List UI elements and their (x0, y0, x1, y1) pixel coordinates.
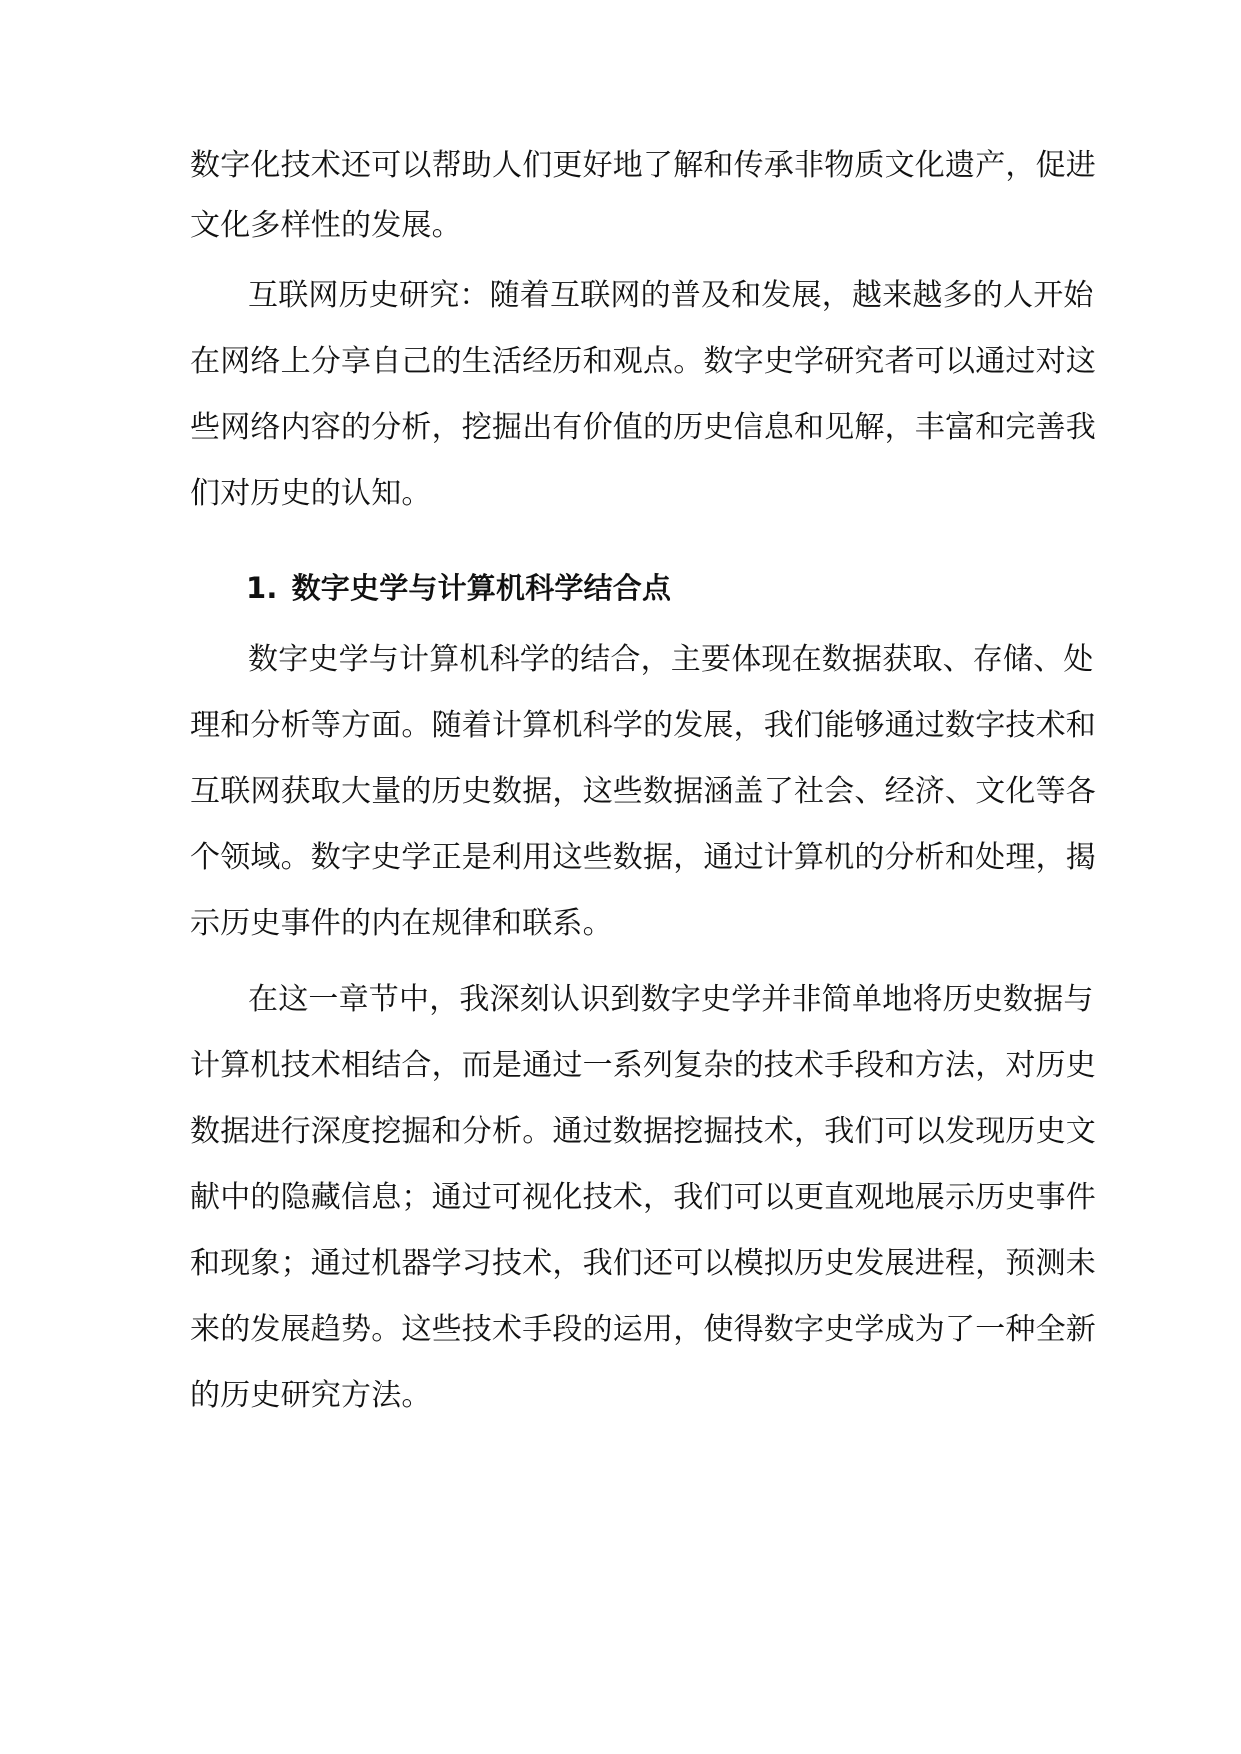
section-heading (246, 568, 1126, 608)
paragraph-3-line-5: 示历史事件的内在规律和联系。 (190, 906, 613, 941)
paragraph-1-line-2: 文化多样性的发展。 (190, 208, 462, 243)
paragraph-3-line-1: 数字史学与计算机科学的结合，主要体现在数据获取、存储、处 (248, 642, 1094, 677)
paragraph-4-line-7: 的历史研究方法。 (190, 1378, 432, 1413)
paragraph-4-line-1: 在这一章节中，我深刻认识到数字史学并非简单地将历史数据与 (248, 982, 1094, 1017)
paragraph-2-line-2: 在网络上分享自己的生活经历和观点。数字史学研究者可以通过对这 (190, 344, 1096, 379)
paragraph-4-line-3: 数据进行深度挖掘和分析。通过数据挖掘技术，我们可以发现历史文 (190, 1114, 1096, 1149)
paragraph-4-line-5: 和现象；通过机器学习技术，我们还可以模拟历史发展进程，预测未 (190, 1246, 1096, 1281)
section-heading-title: 数字史学与计算机科学结合点 (291, 571, 672, 605)
paragraph-2-line-1: 互联网历史研究：随着互联网的普及和发展，越来越多的人开始 (248, 278, 1094, 313)
paragraph-2-line-3: 些网络内容的分析，挖掘出有价值的历史信息和见解，丰富和完善我 (190, 410, 1096, 445)
paragraph-3-line-2: 理和分析等方面。随着计算机科学的发展，我们能够通过数字技术和 (190, 708, 1096, 743)
paragraph-2-line-4: 们对历史的认知。 (190, 476, 432, 511)
section-heading-number: 1. (246, 571, 278, 605)
paragraph-1-line-1: 数字化技术还可以帮助人们更好地了解和传承非物质文化遗产，促进 (190, 148, 1096, 183)
paragraph-4-line-2: 计算机技术相结合，而是通过一系列复杂的技术手段和方法，对历史 (190, 1048, 1096, 1083)
paragraph-3-line-3: 互联网获取大量的历史数据，这些数据涵盖了社会、经济、文化等各 (190, 774, 1096, 809)
paragraph-4-line-6: 来的发展趋势。这些技术手段的运用，使得数字史学成为了一种全新 (190, 1312, 1096, 1347)
paragraph-4-line-4: 献中的隐藏信息；通过可视化技术，我们可以更直观地展示历史事件 (190, 1180, 1096, 1215)
paragraph-3-line-4: 个领域。数字史学正是利用这些数据，通过计算机的分析和处理，揭 (190, 840, 1096, 875)
